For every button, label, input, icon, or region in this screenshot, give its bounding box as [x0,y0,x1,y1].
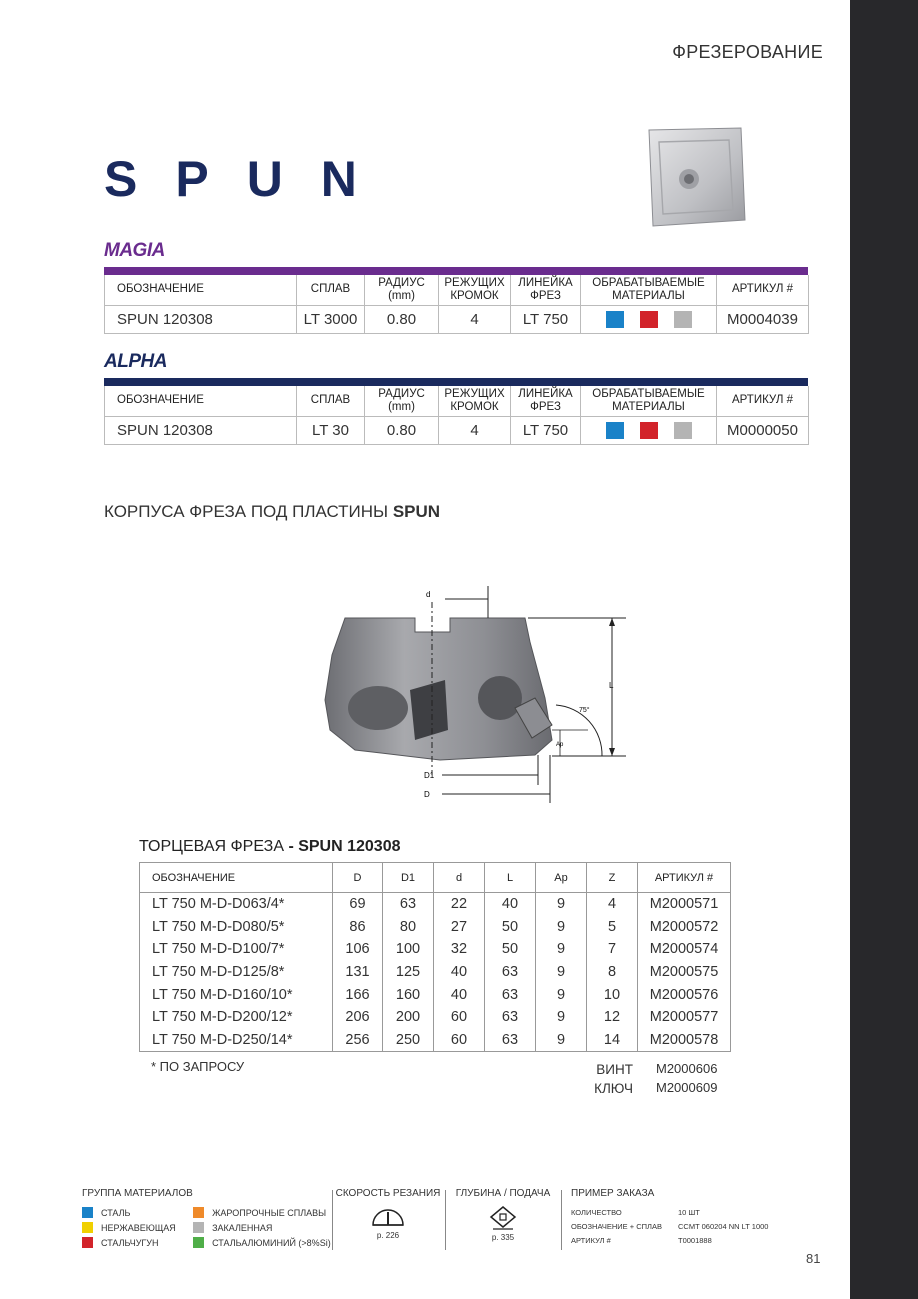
cell-radius: 0.80 [365,305,439,333]
label-ap: Ap [556,742,564,748]
order-example-legend [571,1188,801,1247]
cell-D: 256 [333,1029,383,1052]
accessory-labels [590,1060,633,1098]
header-line: ЛИНЕЙКА ФРЕЗ [511,386,581,416]
cell-article: M0004039 [717,305,809,333]
cast-iron-swatch [82,1237,93,1248]
label-angle: 75° [579,707,590,714]
cell-Ap: 9 [536,983,587,1006]
cell-d: 27 [434,915,485,938]
depth-feed-legend [448,1188,558,1242]
cell-Z: 14 [587,1029,638,1052]
cell-d: 60 [434,1006,485,1029]
mill-table-title: ТОРЦЕВАЯ ФРЕЗА - SPUN 120308 [139,838,401,855]
cell-L: 63 [485,961,536,984]
header-D1: D1 [383,863,434,893]
legend-aluminium: СТАЛЬАЛЮМИНИЙ (>8%Si) [212,1237,331,1248]
cell-Ap: 9 [536,938,587,961]
cast-iron-swatch [640,422,658,439]
header-article: АРТИКУЛ # [717,386,809,416]
cell-D: 106 [333,938,383,961]
legend-title: ГРУППА МАТЕРИАЛОВ [82,1188,193,1199]
accessory-codes [656,1059,717,1097]
cell-d: 32 [434,938,485,961]
cell-Z: 7 [587,938,638,961]
header-radius: РАДИУС (mm) [365,386,439,416]
cell-d: 40 [434,983,485,1006]
header-radius: РАДИУС (mm) [365,275,439,305]
header-designation: ОБОЗНАЧЕНИЕ [140,863,333,893]
hardened-swatch [674,311,692,328]
insert-depth-icon [488,1205,518,1231]
cell-designation: LT 750 M-D-D160/10* [140,983,333,1006]
table-row [140,961,731,984]
cast-iron-swatch [640,311,658,328]
hardened-swatch [674,422,692,439]
magia-brand: MAGIA [104,240,165,261]
cell-grade: LT 3000 [297,305,365,333]
cell-L: 40 [485,893,536,916]
cell-D1: 100 [383,938,434,961]
depth-page-ref: p. 335 [491,1233,515,1242]
table-row [140,1006,731,1029]
cell-D1: 160 [383,983,434,1006]
depth-title: ГЛУБИНА / ПОДАЧА [455,1188,551,1199]
cell-L: 50 [485,915,536,938]
table-row [140,1029,731,1052]
cell-designation: LT 750 M-D-D080/5* [140,915,333,938]
key-label: КЛЮЧ [594,1081,633,1096]
cell-D: 86 [333,915,383,938]
header-edges: РЕЖУЩИХ КРОМОК [439,386,511,416]
cell-Z: 8 [587,961,638,984]
cell-edges: 4 [439,416,511,444]
steel-swatch [606,422,624,439]
product-title: SPUN [104,151,395,207]
header-edges: РЕЖУЩИХ КРОМОК [439,275,511,305]
header-designation: ОБОЗНАЧЕНИЕ [105,386,297,416]
label-d: d [426,590,431,599]
legend-stainless: НЕРЖАВЕЮЩАЯ [101,1222,176,1233]
legend-superalloys: ЖАРОПРОЧНЫЕ СПЛАВЫ [212,1207,327,1218]
label-D: D [424,790,430,799]
steel-swatch [82,1207,93,1218]
header-designation: ОБОЗНАЧЕНИЕ [105,275,297,305]
label-D1: D1 [424,771,435,780]
screw-label: ВИНТ [596,1062,633,1077]
steel-swatch [606,311,624,328]
cell-materials [581,305,717,333]
cell-article: M2000575 [638,961,731,984]
article-label: АРТИКУЛ # [571,1235,611,1245]
speedometer-icon [369,1205,407,1229]
cell-D: 69 [333,893,383,916]
cell-D: 166 [333,983,383,1006]
header-Z: Z [587,863,638,893]
cell-article: M2000578 [638,1029,731,1052]
cell-Z: 10 [587,983,638,1006]
face-mill-drawing [320,580,640,805]
speed-page-ref: p. 226 [376,1231,400,1240]
table-header-row [140,863,731,893]
cell-article: M2000571 [638,893,731,916]
stainless-swatch [82,1222,93,1233]
cell-d: 40 [434,961,485,984]
header-article: АРТИКУЛ # [717,275,809,305]
mill-table [139,862,731,1052]
cell-designation: LT 750 M-D-D100/7* [140,938,333,961]
magia-band [104,267,808,275]
cell-Ap: 9 [536,1006,587,1029]
cell-D: 206 [333,1006,383,1029]
cell-D: 131 [333,961,383,984]
legend-steel: СТАЛЬ [101,1207,131,1218]
cell-Z: 4 [587,893,638,916]
alpha-band [104,378,808,386]
table-row [105,416,809,444]
cell-Z: 5 [587,915,638,938]
header-grade: СПЛАВ [297,386,365,416]
cutting-speed-legend [334,1188,442,1240]
cell-edges: 4 [439,305,511,333]
alpha-insert-table [104,386,809,445]
magia-insert-table [104,275,809,334]
legend-hardened: ЗАКАЛЕННАЯ [212,1222,273,1233]
header-d: d [434,863,485,893]
cell-d: 22 [434,893,485,916]
cell-D1: 200 [383,1006,434,1029]
label-L: L [609,681,614,690]
order-title: ПРИМЕР ЗАКАЗА [571,1188,655,1199]
speed-title: СКОРОСТЬ РЕЗАНИЯ [335,1188,441,1199]
alpha-brand: ALPHA [104,351,167,372]
header-materials: ОБРАБАТЫВАЕМЫЕ МАТЕРИАЛЫ [581,275,717,305]
bodies-title: КОРПУСА ФРЕЗА ПОД ПЛАСТИНЫ SPUN [104,502,441,521]
material-groups-legend [82,1188,332,1250]
cell-Ap: 9 [536,893,587,916]
table-row [140,915,731,938]
header-D: D [333,863,383,893]
header-L: L [485,863,536,893]
cell-Ap: 9 [536,915,587,938]
cell-L: 63 [485,983,536,1006]
footnote: * ПО ЗАПРОСУ [151,1059,245,1074]
cell-designation: SPUN 120308 [105,305,297,333]
screw-code: M2000606 [656,1061,718,1076]
cell-grade: LT 30 [297,416,365,444]
section-label: ФРЕЗЕРОВАНИЕ [672,42,823,62]
cell-D1: 63 [383,893,434,916]
page-number: 81 [806,1251,821,1266]
designation-label: ОБОЗНАЧЕНИЕ + СПЛАВ [571,1221,662,1231]
table-row [140,938,731,961]
table-header-row [105,386,809,416]
cell-designation: LT 750 M-D-D063/4* [140,893,333,916]
hardened-swatch [193,1222,204,1233]
cell-article: M2000572 [638,915,731,938]
divider [445,1190,446,1250]
qty-value: 10 ШТ [678,1207,700,1217]
cell-Z: 12 [587,1006,638,1029]
cell-designation: LT 750 M-D-D250/14* [140,1029,333,1052]
cell-line: LT 750 [511,305,581,333]
cell-radius: 0.80 [365,416,439,444]
cell-L: 63 [485,1006,536,1029]
cell-article: M0000050 [717,416,809,444]
cell-line: LT 750 [511,416,581,444]
cell-materials [581,416,717,444]
side-bar [850,0,918,1299]
header-grade: СПЛАВ [297,275,365,305]
cell-designation: SPUN 120308 [105,416,297,444]
divider [332,1190,333,1250]
legend-cast-iron: СТАЛЬЧУГУН [101,1237,159,1248]
table-row [140,983,731,1006]
cell-D1: 250 [383,1029,434,1052]
cell-article: M2000574 [638,938,731,961]
superalloys-swatch [193,1207,204,1218]
qty-label: КОЛИЧЕСТВО [571,1207,622,1217]
cell-designation: LT 750 M-D-D200/12* [140,1006,333,1029]
header-materials: ОБРАБАТЫВАЕМЫЕ МАТЕРИАЛЫ [581,386,717,416]
article-value: T0001888 [678,1235,712,1245]
cell-Ap: 9 [536,961,587,984]
table-row [105,305,809,333]
aluminium-swatch [193,1237,204,1248]
designation-value: CCMT 060204 NN LT 1000 [678,1221,769,1231]
key-code: M2000609 [656,1080,718,1095]
header-line: ЛИНЕЙКА ФРЕЗ [511,275,581,305]
insert-image [641,122,749,232]
table-header-row [105,275,809,305]
cell-L: 50 [485,938,536,961]
cell-d: 60 [434,1029,485,1052]
cell-D1: 80 [383,915,434,938]
cell-article: M2000576 [638,983,731,1006]
divider [561,1190,562,1250]
header-article: АРТИКУЛ # [638,863,731,893]
cell-Ap: 9 [536,1029,587,1052]
cell-L: 63 [485,1029,536,1052]
header-Ap: Ap [536,863,587,893]
table-row [140,893,731,916]
cell-D1: 125 [383,961,434,984]
cell-designation: LT 750 M-D-D125/8* [140,961,333,984]
cell-article: M2000577 [638,1006,731,1029]
